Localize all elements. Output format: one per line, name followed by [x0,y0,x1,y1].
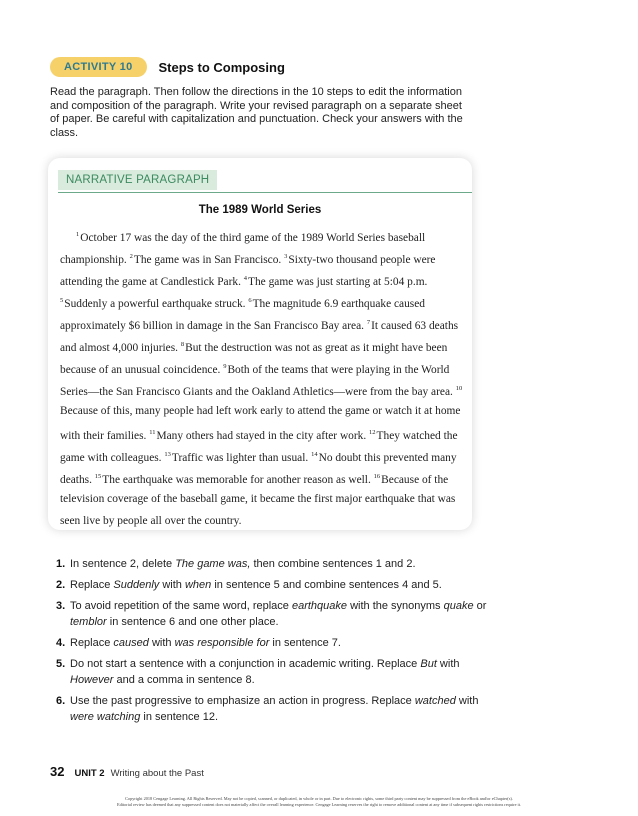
step-text-part: To avoid repetition of the same word, replace [70,600,292,612]
steps-list [56,556,488,730]
sentence-number: 16 [373,473,381,480]
paragraph-line [60,466,466,488]
sentence-text: and almost 4,000 injuries. [60,342,181,354]
sentence-text: No doubt this prevented many [318,452,457,464]
paragraph-line [60,444,466,466]
sentence-text: The earthquake was memorable for another reason as well. [102,474,374,486]
activity-badge: ACTIVITY 10 [50,57,147,77]
step-text-part: In sentence 2, delete [70,558,176,570]
sentence-text: Because of this, many people had left work early to attend the game or watch it at home [60,405,461,417]
sentence-text: attending the game at Candlestick Park. [60,276,244,288]
sentence-text: championship. [60,254,130,266]
sentence-number: 10 [455,385,463,392]
sentence-text: Traffic was lighter than usual. [171,452,312,464]
step-item [56,635,488,651]
step-text-part: with the synonyms [347,600,444,612]
paragraph-line [60,422,466,444]
sentence-number: 3 [284,253,288,260]
step-text [70,577,488,593]
sentence-text: Sixty-two thousand people were [288,254,436,266]
step-number: 2. [56,579,66,591]
sentence-number: 13 [164,451,171,458]
step-text-part: with [455,695,479,707]
sentence-text: It caused 63 deaths [371,320,459,332]
step-keyword: caused [113,637,149,649]
sentence-number: 8 [180,341,185,348]
sentence-text: October 17 was the day of the third game of the 1989 World Series baseball [80,232,426,244]
step-number: 4. [56,637,66,649]
step-text-part: with [159,579,185,591]
step-keyword: earthquake [291,600,348,612]
sentence-text: Suddenly a powerful earthquake struck. [64,298,249,310]
sentence-number: 12 [369,429,376,436]
step-keyword: However [70,674,114,686]
step-number: 6. [56,695,66,707]
sentence-text: But the destruction was not as great as it might have been [185,342,448,354]
step-keyword: Suddenly [113,579,160,591]
paragraph-line [60,246,466,268]
narrative-paragraph-card [48,158,472,530]
step-text-part: in sentence 12. [140,711,218,723]
sentence-text: game with colleagues. [60,452,165,464]
sentence-text: with their families. [60,430,150,442]
sentence-text: The magnitude 6.9 earthquake caused [252,298,425,310]
step-text-part: Replace [70,637,114,649]
copyright-line: Editorial review has deemed that any suppressed content does not materially affect the overall learning experience. Cengage Learning reserves the right to remove additional content at any time if subsequent rights restrictions require it. [116,802,522,807]
sentence-text: Both of the teams that were playing in the World [227,364,450,376]
page-footer [50,764,204,779]
step-text [70,635,488,651]
sentence-text: They watched the [376,430,458,442]
step-keyword: quake [443,600,474,612]
paragraph-line [60,224,466,246]
paragraph-title: The 1989 World Series [198,204,322,216]
step-text-part: Use the past progressive to emphasize an action in progress. Replace [70,695,415,707]
step-text [70,693,488,725]
sentence-text: The game was just starting at 5:04 p.m. [248,276,428,288]
paragraph-body [60,224,466,532]
paragraph-label-rule [58,170,472,193]
sentence-number: 2 [129,253,133,260]
step-item [56,556,488,572]
step-number: 5. [56,658,66,670]
step-number: 3. [56,600,66,612]
step-keyword: was responsible for [174,637,270,649]
step-item [56,693,488,725]
step-number: 1. [56,558,66,570]
step-keyword: The game was, [175,558,251,570]
sentence-text: approximately $6 billion in damage in the San Francisco Bay area. [60,320,367,332]
sentence-text: television coverage of the baseball game, it became the first major earthquake that was [60,493,456,505]
step-text-part: in sentence 7. [269,637,341,649]
sentence-text: Because of the [381,474,449,486]
sentence-text: The game was in San Francisco. [133,254,285,266]
sentence-number: 11 [149,429,156,436]
activity-directions: Read the paragraph. Then follow the directions in the 10 steps to edit the information and composition of the paragraph. Write your revised paragraph on a separate sheet of paper. Be careful with capitalization and punctuation. Check your answers with the class. [50,86,463,139]
unit-title: Writing about the Past [110,768,204,779]
step-text-part: Replace [70,579,114,591]
step-text [70,656,488,688]
sentence-text: because of an unusual coincidence. [60,364,224,376]
step-keyword: watched [414,695,456,707]
step-text-part: with [148,637,175,649]
paragraph-line [60,312,466,334]
activity-title: Steps to Composing [158,59,285,75]
sentence-number: 6 [248,297,252,304]
step-keyword: when [184,579,212,591]
sentence-text: deaths. [60,474,95,486]
copyright-notice [0,796,638,808]
paragraph-line [60,356,466,378]
page-number: 32 [50,764,65,779]
paragraph-line [60,378,466,400]
sentence-number: 15 [94,473,102,480]
step-text-part: in sentence 6 and one other place. [106,616,279,628]
step-item [56,656,488,688]
copyright-line: Copyright 2018 Cengage Learning. All Rights Reserved. May not be copied, scanned, or duplicated, in whole or in part. Due to electronic rights, some third party content may be suppressed from the eBook and/or eChapter(s). [125,796,513,801]
paragraph-line [60,334,466,356]
step-text [70,598,488,630]
step-keyword: were watching [70,711,141,723]
paragraph-line [60,400,466,422]
sentence-number: 5 [60,297,64,304]
sentence-number: 4 [243,275,248,282]
step-item [56,598,488,630]
step-text-part: in sentence 5 and combine sentences 4 and 5. [211,579,442,591]
unit-label: UNIT 2 [74,768,105,779]
step-text-part: with [436,658,460,670]
step-text-part: or [473,600,487,612]
sentence-number: 1 [76,231,80,238]
step-text-part: and a comma in sentence 8. [113,674,255,686]
sentence-text: Many others had stayed in the city after work. [156,430,370,442]
step-item [56,577,488,593]
paragraph-line [60,290,466,312]
sentence-number: 9 [223,363,227,370]
step-keyword: temblor [70,616,107,628]
paragraph-line [60,268,466,290]
step-text-part: then combine sentences 1 and 2. [250,558,416,570]
sentence-number: 14 [311,451,318,458]
paragraph-type-label: NARRATIVE PARAGRAPH [58,170,217,190]
activity-header [50,57,285,77]
step-keyword: But [420,658,437,670]
step-text [70,556,488,572]
sentence-text: Series—the San Francisco Giants and the Oakland Athletics—were from the bay area. [60,386,456,398]
sentence-number: 7 [366,319,371,326]
paragraph-line [60,488,466,510]
step-text-part: Do not start a sentence with a conjunction in academic writing. Replace [70,658,421,670]
paragraph-line [60,510,466,532]
sentence-text: seen live by people all over the country. [60,515,242,527]
